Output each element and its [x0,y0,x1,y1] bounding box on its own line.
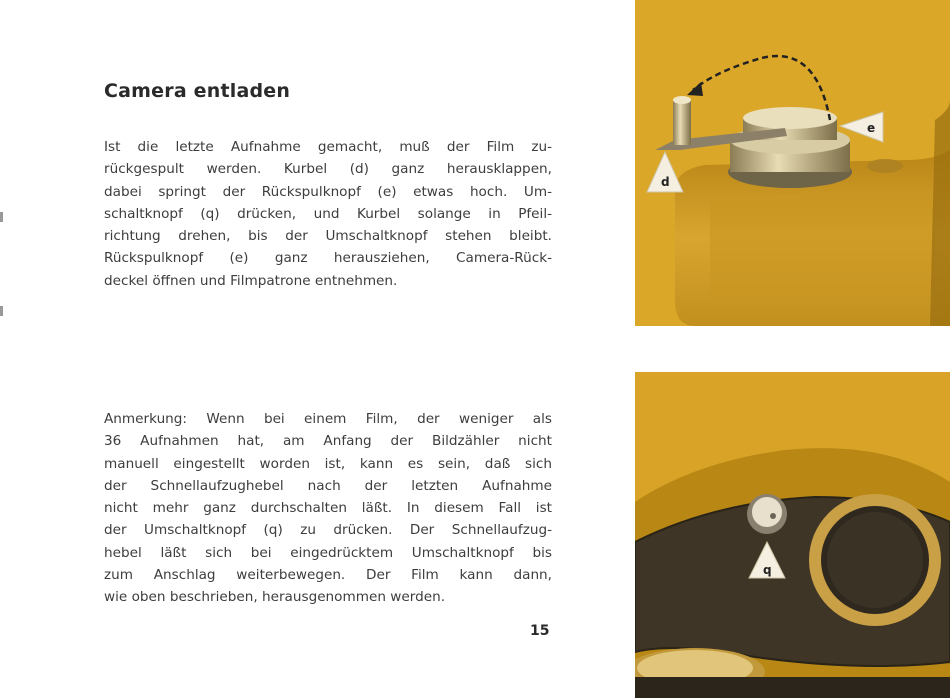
text-line: hebel läßt sich bei eingedrücktem Umschaltknopf bis [104,544,552,561]
text-line: nicht mehr ganz durchschalten läßt. In diesem Fall ist [104,500,552,517]
text-line: Ist die letzte Aufnahme gemacht, muß der Film zu- [104,139,552,155]
marker-d: d [661,175,670,189]
photo-release-button [635,372,950,698]
text-line: richtung drehen, bis der Umschaltknopf stehen bleibt. [104,228,552,245]
text-line: schaltknopf (q) drücken, und Kurbel solange in Pfeil- [104,205,552,222]
text-line: Anmerkung: Wenn bei einem Film, der weniger als [104,411,552,427]
text-line: deckel öffnen und Filmpatrone entnehmen. [104,272,398,289]
paragraph-unload-instructions [104,136,552,292]
release-button-illustration [635,372,950,698]
text-line: 36 Aufnahmen hat, am Anfang der Bildzähler nicht [104,433,552,450]
rewind-crank-illustration [635,0,950,326]
text-line: der Umschaltknopf (q) zu drücken. Der Schnellaufzug- [104,522,552,539]
text-line: der Schnellaufzughebel nach der letzten Aufnahme [104,477,552,494]
text-line: Rückspulknopf (e) ganz herausziehen, Camera-Rück- [104,250,552,267]
margin-mark [0,306,3,316]
text-line: rückgespult werden. Kurbel (d) ganz herausklappen, [104,161,552,178]
paragraph-note [104,408,552,609]
photo-rewind-crank [635,0,950,326]
section-heading: Camera entladen [104,80,291,102]
page-number: 15 [530,623,550,639]
text-line: manuell eingestellt worden ist, kann es sein, daß sich [104,455,552,472]
marker-q: q [763,563,772,577]
text-line: wie oben beschrieben, herausgenommen werden. [104,589,446,606]
margin-mark [0,212,3,222]
text-line: zum Anschlag weiterbewegen. Der Film kann dann, [104,567,552,584]
text-line: dabei springt der Rückspulknopf (e) etwas hoch. Um- [104,183,552,200]
marker-e: e [867,121,876,135]
